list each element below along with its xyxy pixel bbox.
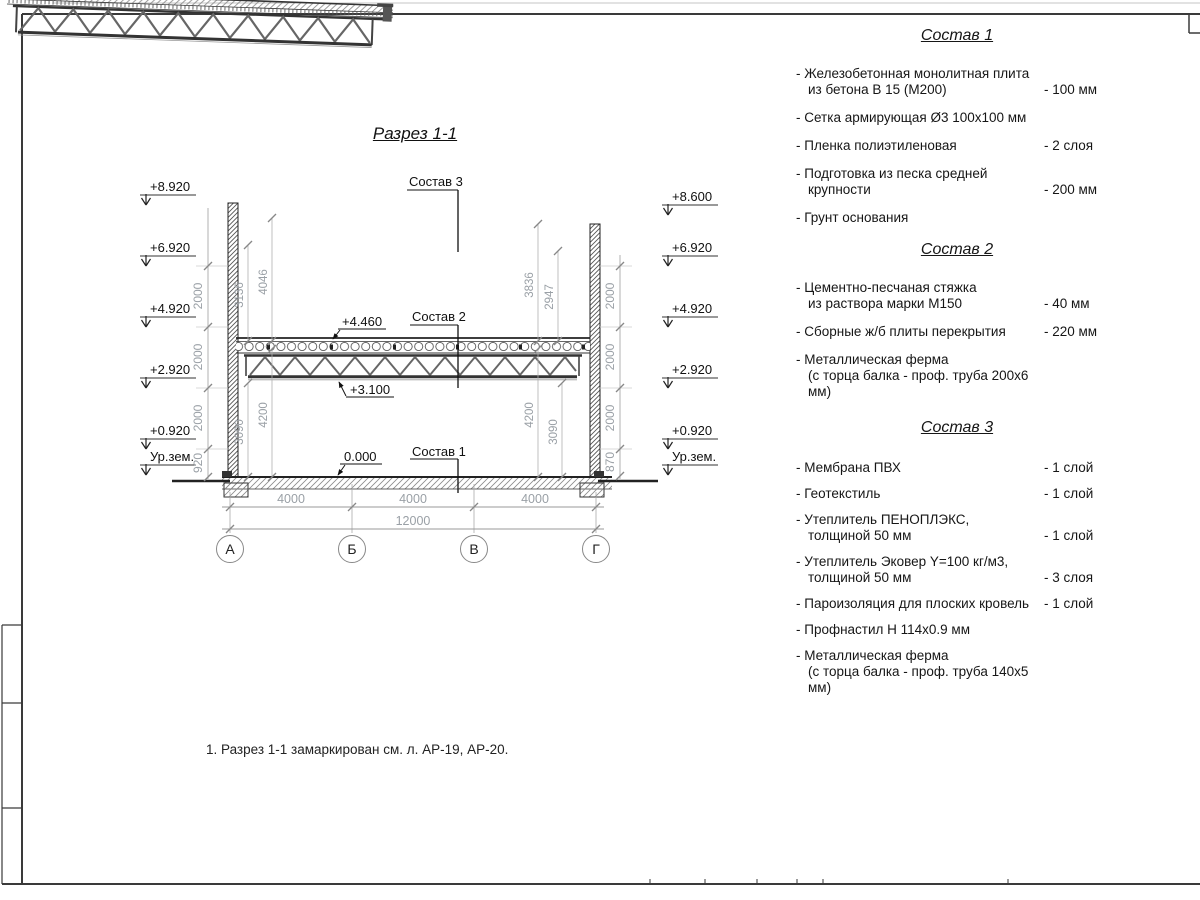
mark-3100: +3.100 — [350, 382, 391, 397]
floor-assembly — [236, 338, 590, 380]
composition-item — [792, 622, 1122, 638]
item-text: - Геотекстиль — [796, 486, 881, 501]
dim-right-1: 2000 — [603, 343, 617, 371]
leader-slab-label: Состав 1 — [412, 444, 466, 459]
mark-floor2-top — [333, 314, 386, 339]
leader-roof — [407, 174, 463, 252]
dim-left-3: 920 — [191, 452, 205, 474]
item-text: - Утеплитель Эковер Y=100 кг/м3, — [796, 554, 1009, 569]
item-value: - 3 слоя — [1044, 570, 1094, 585]
left-margin-boxes — [2, 625, 22, 884]
interior-dim-labels — [234, 269, 560, 445]
top-right-stamp-box — [1189, 14, 1200, 33]
view-title: Разрез 1-1 — [372, 124, 458, 143]
item-text-2: из раствора марки М150 — [808, 296, 962, 311]
level-marks-right — [662, 189, 718, 475]
dim-left-2: 2000 — [191, 404, 205, 432]
composition-item — [792, 486, 1122, 502]
composition-panel — [792, 28, 1122, 706]
item-text: - Сборные ж/б плиты перекрытия — [796, 324, 1006, 339]
roof-right-fascia — [383, 5, 393, 21]
item-value: - 1 слой — [1044, 528, 1094, 543]
item-text: - Цементно-песчаная стяжка — [796, 280, 977, 295]
composition-item — [792, 512, 1122, 544]
item-text: - Грунт основания — [796, 210, 909, 225]
item-text-2: (с торца балка - проф. труба 200х6 мм) — [808, 368, 1029, 399]
level-left-1: +6.920 — [150, 240, 191, 255]
item-text: - Профнастил Н 114х0.9 мм — [796, 622, 970, 637]
dim-upper-left-0: 3136 — [234, 282, 246, 308]
composition-item — [792, 66, 1122, 98]
dim-right-3: 870 — [603, 451, 617, 473]
composition-item — [792, 210, 1122, 226]
composition-3-title: Состав 3 — [920, 419, 994, 436]
dim-left-0: 2000 — [191, 282, 205, 310]
total-dim: 12000 — [395, 514, 431, 528]
item-text: - Мембрана ПВХ — [796, 460, 901, 475]
mark-4460: +4.460 — [342, 314, 383, 329]
item-text: - Пленка полиэтиленовая — [796, 138, 957, 153]
level-right-2: +4.920 — [672, 301, 713, 316]
dim-lower-right-1: 3090 — [548, 419, 560, 445]
composition-item — [792, 596, 1122, 612]
level-right-ground: Ур.зем. — [672, 449, 717, 464]
level-left-ground: Ур.зем. — [150, 449, 195, 464]
item-value: - 100 мм — [1044, 82, 1098, 97]
level-left-2: +4.920 — [150, 301, 191, 316]
dim-upper-left-1: 4046 — [258, 269, 270, 295]
dim-upper-right-1: 2947 — [544, 284, 556, 310]
dim-right-0: 2000 — [603, 282, 617, 310]
axis-v: В — [469, 541, 479, 557]
span-dim-0: 4000 — [277, 492, 305, 506]
hollow-core-slabs — [236, 342, 590, 353]
composition-3-list — [792, 460, 1122, 696]
level-marks-left — [140, 179, 196, 475]
composition-2-title: Состав 2 — [920, 241, 994, 258]
composition-item — [792, 554, 1122, 586]
dim-lower-left-1: 4200 — [258, 402, 270, 428]
composition-1-title: Состав 1 — [920, 27, 994, 44]
item-value: - 1 слой — [1044, 596, 1094, 611]
composition-item — [792, 648, 1122, 696]
mark-0000: 0.000 — [344, 449, 377, 464]
foundation-block-right — [580, 483, 604, 497]
level-right-4: +0.920 — [672, 423, 713, 438]
item-text-2: толщиной 50 мм — [808, 570, 912, 585]
composition-item — [792, 280, 1122, 312]
dim-chain-left — [191, 208, 228, 481]
composition-2-list — [792, 280, 1122, 400]
item-text-2: из бетона В 15 (М200) — [808, 82, 947, 97]
composition-item — [792, 110, 1122, 126]
item-value: - 220 мм — [1044, 324, 1098, 339]
dim-lower-left-0: 3090 — [234, 419, 246, 445]
item-text-2: толщиной 50 мм — [808, 528, 912, 543]
item-text: - Железобетонная монолитная плита — [796, 66, 1030, 81]
level-right-3: +2.920 — [672, 362, 713, 377]
composition-item — [792, 166, 1122, 198]
item-text-2: крупности — [808, 182, 871, 197]
item-text: - Сетка армирующая Ø3 100х100 мм — [796, 110, 1027, 125]
item-text-2: (с торца балка - проф. труба 140х5 мм) — [808, 664, 1029, 695]
sheet-note: 1. Разрез 1-1 замаркирован см. л. АР-19, АР-20. — [206, 742, 509, 757]
axis-g: Г — [592, 541, 600, 557]
level-left-0: +8.920 — [150, 179, 191, 194]
item-text: - Пароизоляция для плоских кровель — [796, 596, 1030, 611]
level-right-0: +8.600 — [672, 189, 713, 204]
axis-bubbles — [217, 536, 610, 563]
mark-floor1 — [338, 449, 382, 475]
leader-roof-label: Состав 3 — [409, 174, 463, 189]
dim-chain-right — [600, 255, 632, 480]
item-text: - Утеплитель ПЕНОПЛЭКС, — [796, 512, 970, 527]
dim-upper-right-0: 3836 — [524, 272, 536, 298]
composition-item — [792, 352, 1122, 400]
roof-truss-bottom-chord — [18, 32, 372, 45]
foundation-block-left — [224, 483, 248, 497]
level-left-4: +0.920 — [150, 423, 191, 438]
composition-item — [792, 460, 1122, 476]
dim-left-1: 2000 — [191, 343, 205, 371]
dim-right-2: 2000 — [603, 404, 617, 432]
item-value: - 200 мм — [1044, 182, 1098, 197]
item-text: - Металлическая ферма — [796, 352, 949, 367]
span-dim-1: 4000 — [399, 492, 427, 506]
item-value: - 2 слоя — [1044, 138, 1094, 153]
mark-floor2-bottom — [339, 382, 394, 397]
roof-assembly — [3, 0, 393, 48]
item-value: - 40 мм — [1044, 296, 1090, 311]
span-dim-2: 4000 — [521, 492, 549, 506]
item-text: - Металлическая ферма — [796, 648, 949, 663]
bottom-dims — [222, 484, 604, 533]
composition-1-list — [792, 66, 1122, 226]
axis-a: А — [225, 541, 235, 557]
level-right-1: +6.920 — [672, 240, 713, 255]
leader-floor-label: Состав 2 — [412, 309, 466, 324]
dim-lower-right-0: 4200 — [524, 402, 536, 428]
axis-b: Б — [347, 541, 357, 557]
item-value: - 1 слой — [1044, 486, 1094, 501]
composition-item — [792, 138, 1122, 154]
level-left-3: +2.920 — [150, 362, 191, 377]
item-value: - 1 слой — [1044, 460, 1094, 475]
composition-item — [792, 324, 1122, 340]
item-text: - Подготовка из песка средней — [796, 166, 988, 181]
right-wall — [590, 224, 600, 477]
floor-truss-diagonals — [250, 357, 576, 375]
